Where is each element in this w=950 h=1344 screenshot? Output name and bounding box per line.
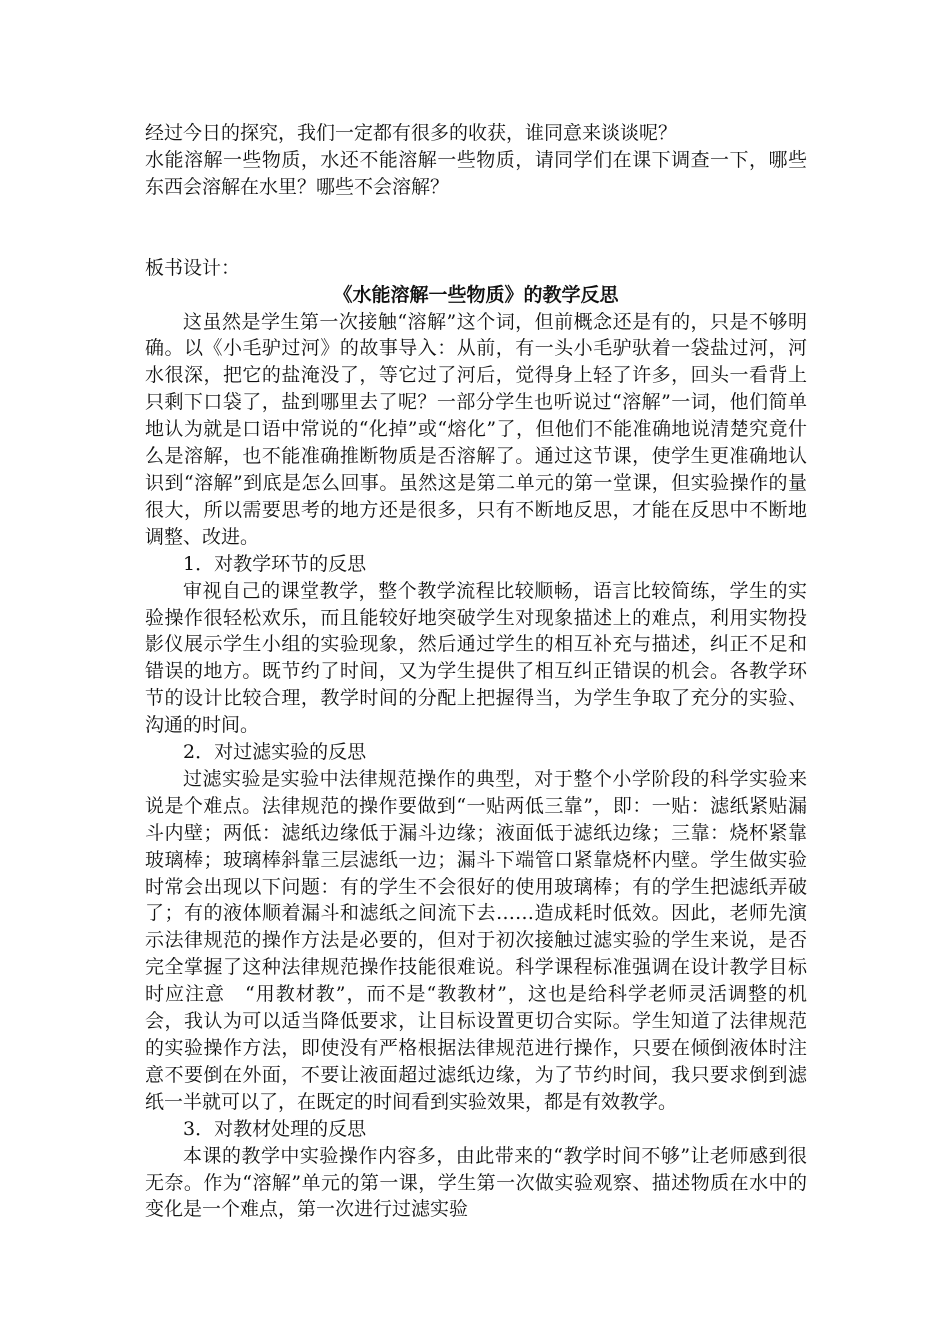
- section-body-1: 审视自己的课堂教学，整个教学流程比较顺畅，语言比较简练，学生的实验操作很轻松欢乐，而且能较好地突破学生对现象描述上的难点，利用实物投影仪展示学生小组的实验现象，然后通过学生的相互补充与描述，纠正不足和错误的地方。既节约了时间，又为学生提供了相互纠正错误的机会。各教学环节的设计比较合理，教学时间的分配上把握得当，为学生争取了充分的实验、沟通的时间。: [145, 579, 807, 737]
- section-heading-1: 1．对教学环节的反思: [183, 552, 367, 575]
- opening-paragraph: 这虽然是学生第一次接触“溶解”这个词，但前概念还是有的，只是不够明确。以《小毛驴过河》的故事导入：从前，有一头小毛驴驮着一袋盐过河，河水很深，把它的盐淹没了，等它过了河后，觉得身上轻了许多，回头一看背上只剩下口袋了，盐到哪里去了呢？一部分学生也听说过“溶解”一词，他们简单地认为就是口语中常说的“化掉”或“熔化”了，但他们不能准确地说清楚究竟什么是溶解，也不能准确推断物质是否溶解了。通过这节课，使学生更准确地认识到“溶解”到底是怎么回事。虽然这是第二单元的第一堂课，但实验操作的量很大，所以需要思考的地方还是很多，只有不断地反思，才能在反思中不断地调整、改进。: [145, 310, 807, 548]
- section-heading-3: 3．对教材处理的反思: [183, 1117, 367, 1140]
- intro-paragraph-2: 水能溶解一些物质，水还不能溶解一些物质，请同学们在课下调查一下，哪些东西会溶解在水里？哪些不会溶解？: [145, 148, 807, 198]
- intro-paragraph-1: 经过今日的探究，我们一定都有很多的收获，谁同意来谈谈呢？: [145, 122, 678, 144]
- board-design-label: 板书设计：: [145, 256, 241, 279]
- section-body-3: 本课的教学中实验操作内容多，由此带来的“教学时间不够”让老师感到很无奈。作为“溶解”单元的第一课，学生第一次做实验观察、描述物质在水中的变化是一个难点，第一次进行过滤实验: [145, 1144, 807, 1221]
- document-page: [145, 120, 807, 1223]
- blank-gap: [145, 201, 807, 255]
- document-title: 《水能溶解一些物质》的教学反思: [333, 283, 619, 306]
- section-body-2: 过滤实验是实验中法律规范操作的典型，对于整个小学阶段的科学实验来说是个难点。法律规范的操作要做到“一贴两低三靠”，即：一贴：滤纸紧贴漏斗内壁；两低：滤纸边缘低于漏斗边缘；液面低于滤纸边缘；三靠：烧杯紧靠玻璃棒；玻璃棒斜靠三层滤纸一边；漏斗下端管口紧靠烧杯内壁。学生做实验时常会出现以下问题：有的学生不会很好的使用玻璃棒；有的学生把滤纸弄破了；有的液体顺着漏斗和滤纸之间流下去……造成耗时低效。因此，老师先演示法律规范的操作方法是必要的，但对于初次接触过滤实验的学生来说，是否完全掌握了这种法律规范操作技能很难说。科学课程标准强调在设计教学目标时应注意 “用教材教”，而不是“教教材”，这也是给科学老师灵活调整的机会，我认为可以适当降低要求，让目标设置更切合实际。学生知道了法律规范的实验操作方法，即使没有严格根据法律规范进行操作，只要在倾倒液体时注意不要倒在外面，不要让液面超过滤纸边缘，为了节约时间，我只要求倒到滤纸一半就可以了，在既定的时间看到实验效果，都是有效教学。: [145, 767, 807, 1113]
- section-heading-2: 2．对过滤实验的反思: [183, 741, 367, 764]
